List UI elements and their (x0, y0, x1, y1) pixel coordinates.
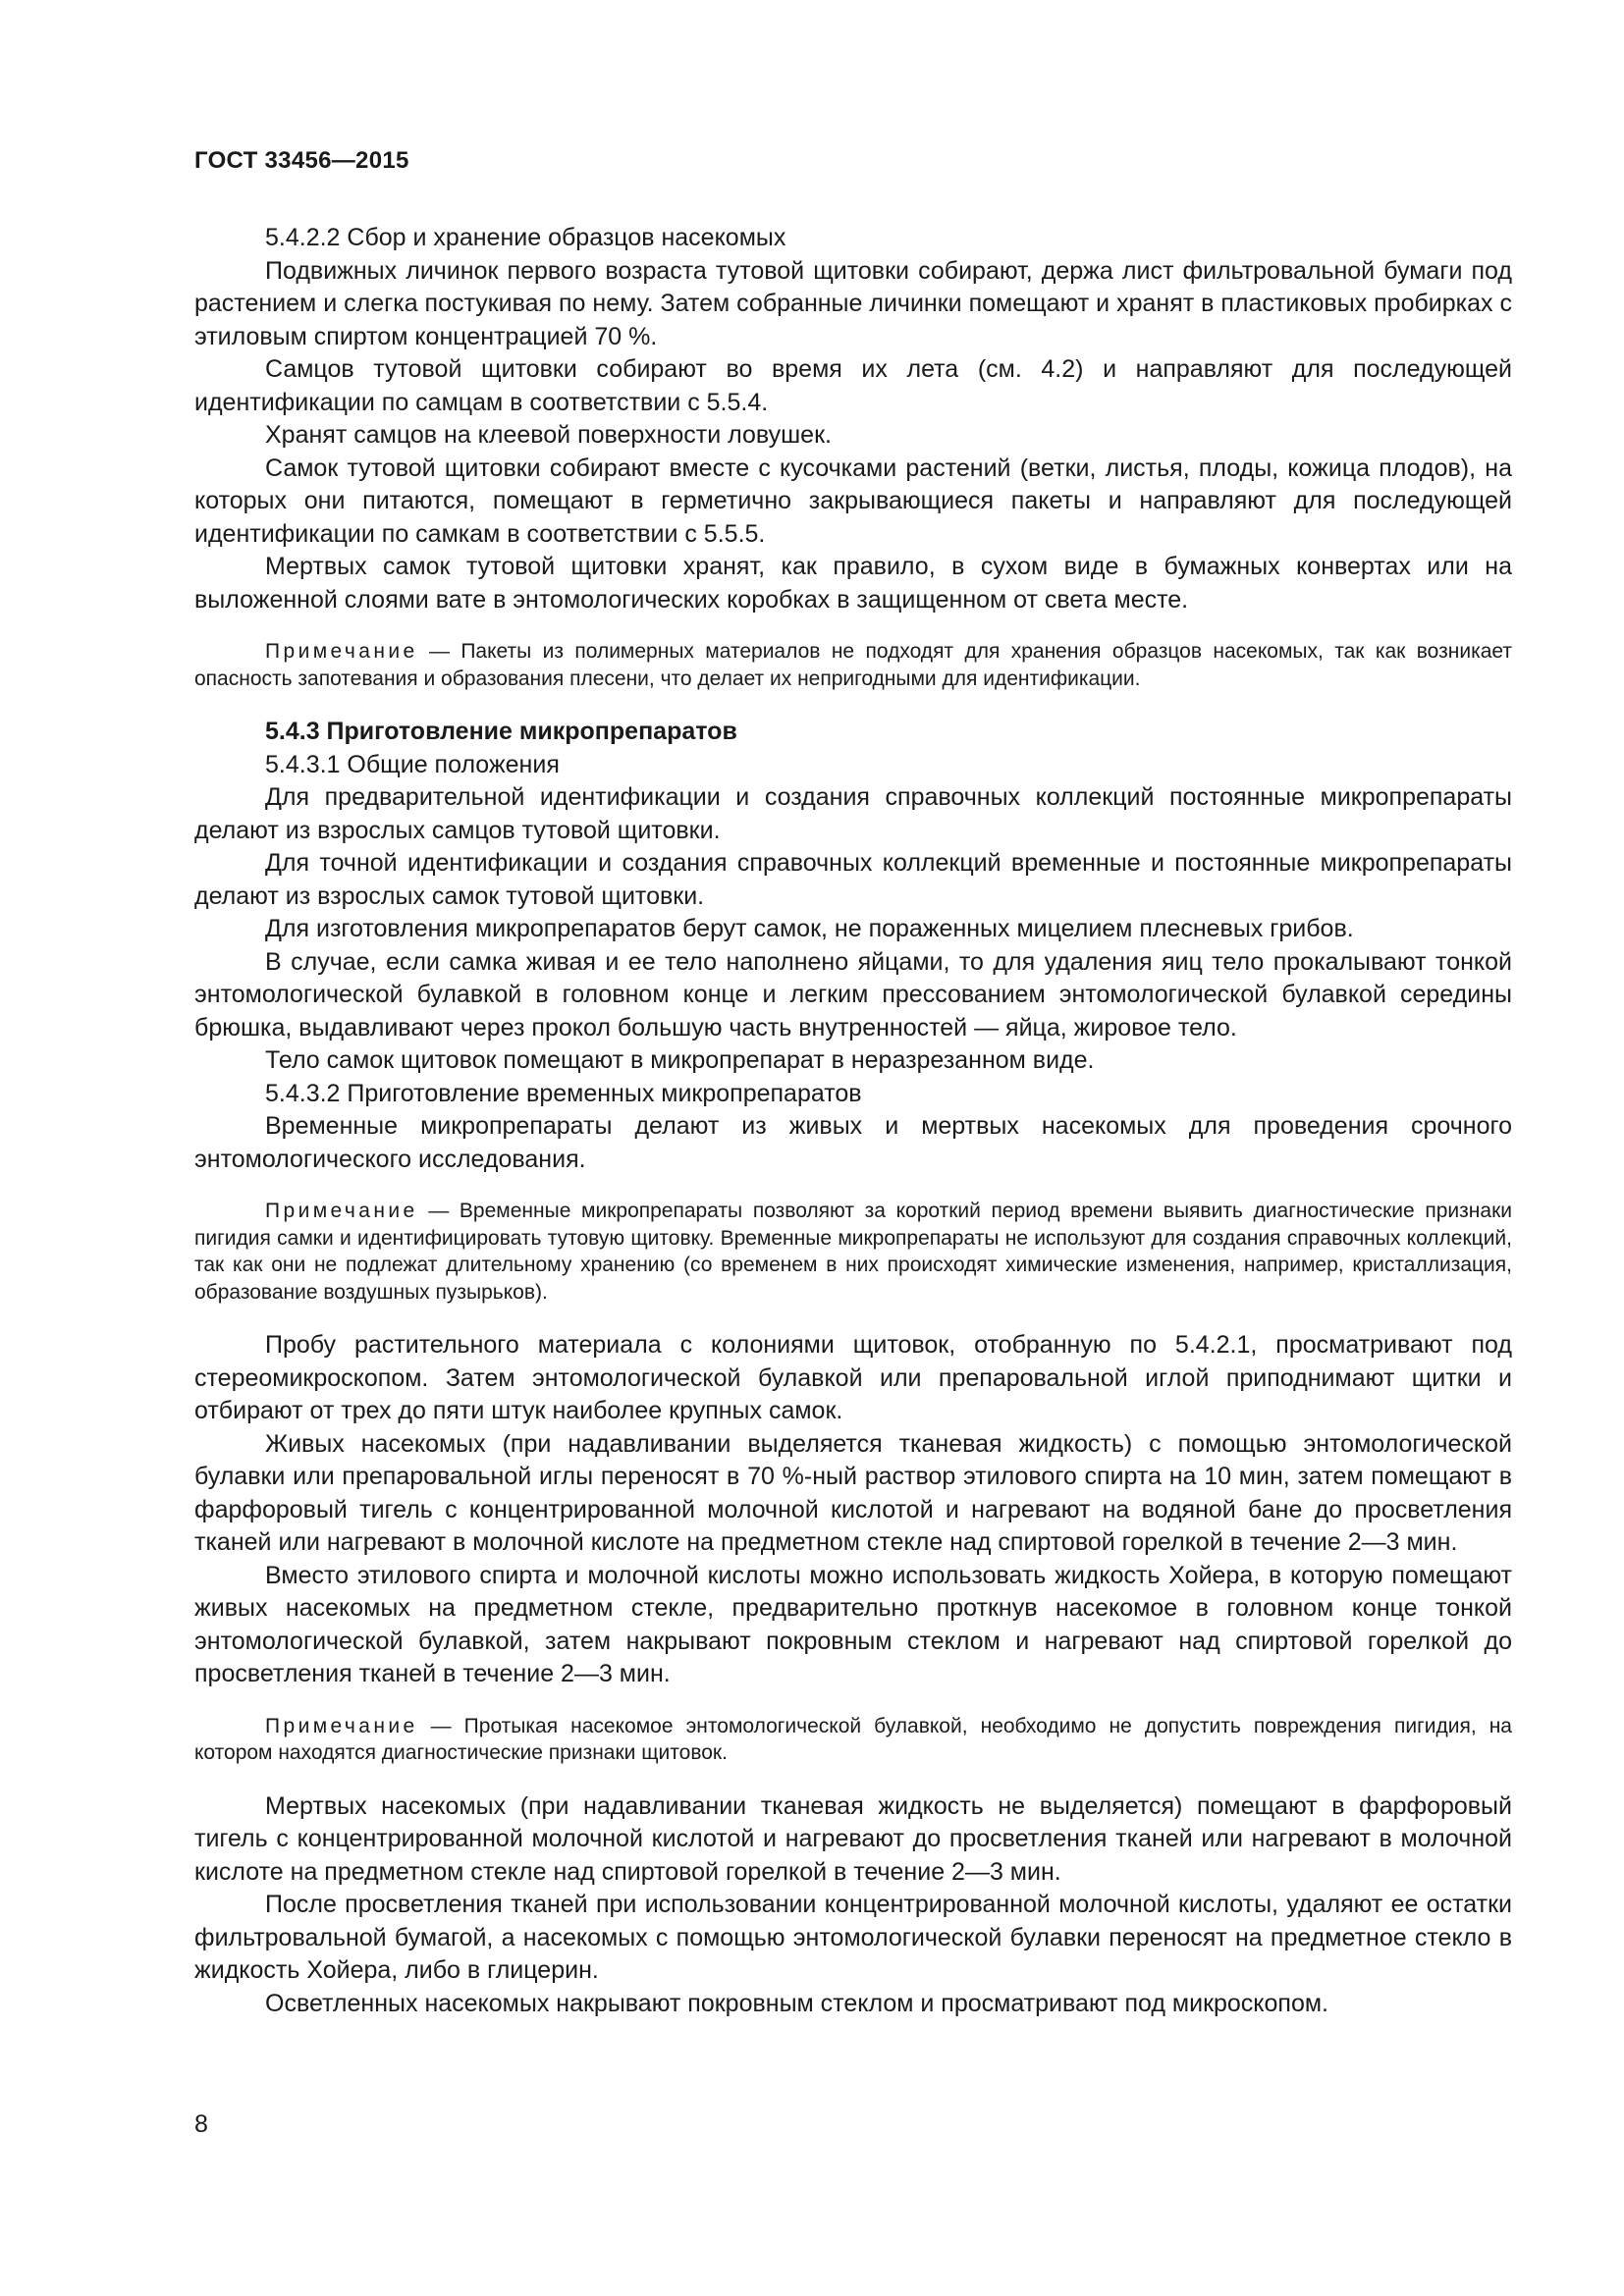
body-paragraph: Хранят самцов на клеевой поверхности ловушек. (265, 421, 832, 449)
note-label: Примечание (265, 1200, 418, 1222)
body-paragraph: Живых насекомых (при надавливании выделяется тканевая жидкость) с помощью энтомологической булавки или препаровальной иглы переносят в 70 %-ный раствор этилового спирта на 10 мин, затем помещают в фарфоровый тигель с концентрированной молочной кислотой и нагревают на водяной бане до просветления тканей или нагревают в молочной кислоте на предметном стекле над спиртовой горелкой в течение 2—3 мин. (194, 1429, 1512, 1556)
body-paragraph: Мертвых насекомых (при надавливании тканевая жидкость не выделяется) помещают в фарфоровый тигель с концентрированной молочной кислотой и нагревают до просветления тканей или нагревают в молочной кислоте на предметном стекле над спиртовой горелкой в течение 2—3 мин. (194, 1791, 1512, 1886)
body-paragraph: Для точной идентификации и создания справочных коллекций временные и постоянные микропрепараты делают из взрослых самок тутовой щитовки. (194, 849, 1512, 910)
note-paragraph (194, 1198, 1512, 1306)
body-paragraph: Вместо этилового спирта и молочной кислоты можно использовать жидкость Хойера, в которую помещают живых насекомых на предметном стекле, предварительно проткнув насекомое в головном конце тонкой энтомологической булавкой, затем накрывают покровным стеклом и нагревают над спиртовой горелкой до просветления тканей в течение 2—3 мин. (194, 1561, 1512, 1687)
body-paragraph: Подвижных личинок первого возраста тутовой щитовки собирают, держа лист фильтровальной бумаги под растением и слегка постукивая по нему. Затем собранные личинки помещают и хранят в пластиковых пробирках с этиловым спиртом концентрацией 70 %. (194, 256, 1512, 350)
body-paragraph: В случае, если самка живая и ее тело наполнено яйцами, то для удаления яиц тело прокалывают тонкой энтомологической булавкой в головном конце и легким прессованием энтомологической булавкой середины брюшка, выдавливают через прокол большую часть внутренностей — яйца, жировое тело. (194, 947, 1512, 1041)
body-paragraph: Осветленных насекомых накрывают покровным стеклом и просматривают под микроскопом. (265, 1989, 1329, 2017)
note-text: — Временные микропрепараты позволяют за короткий период времени выявить диагностические признаки пигидия самки и идентифицировать тутовую щитовку. Временные микропрепараты не используют для создания справочных коллекций, так как они не подлежат длительному хранению (со временем в них происходят химические изменения, например, кристаллизация, образование воздушных пузырьков). (194, 1200, 1512, 1304)
note-paragraph (194, 638, 1512, 692)
note-label: Примечание (265, 640, 418, 663)
document-body (194, 222, 1512, 2020)
body-paragraph: 5.4.3.1 Общие положения (265, 750, 560, 778)
body-paragraph: Временные микропрепараты делают из живых и мертвых насекомых для проведения срочного энтомологического исследования. (194, 1112, 1512, 1173)
body-paragraph: Самок тутовой щитовки собирают вместе с кусочками растений (ветки, листья, плоды, кожица плодов), на которых они питаются, помещают в герметично закрывающиеся пакеты и направляют для последующей идентификации по самкам в соответствии с 5.5.5. (194, 454, 1512, 548)
body-paragraph: 5.4.2.2 Сбор и хранение образцов насекомых (265, 224, 786, 251)
body-paragraph: Пробу растительного материала с колониями щитовок, отобранную по 5.4.2.1, просматривают под стереомикроскопом. Затем энтомологической булавкой или препаровальной иглой приподнимают щитки и отбирают от трех до пяти штук наиболее крупных самок. (194, 1331, 1512, 1424)
body-paragraph: Для изготовления микропрепаратов берут самок, не пораженных мицелием плесневых грибов. (265, 915, 1354, 942)
body-paragraph: Мертвых самок тутовой щитовки хранят, как правило, в сухом виде в бумажных конвертах или на выложенной слоями вате в энтомологических коробках в защищенном от света месте. (194, 553, 1512, 614)
note-paragraph (194, 1713, 1512, 1767)
section-heading: 5.4.3 Приготовление микропрепаратов (265, 718, 737, 745)
note-label: Примечание (265, 1714, 418, 1737)
body-paragraph: Самцов тутовой щитовки собирают во время их лета (см. 4.2) и направляют для последующей идентификации по самцам в соответствии с 5.5.4. (194, 355, 1512, 416)
body-paragraph: После просветления тканей при использовании концентрированной молочной кислоты, удаляют ее остатки фильтровальной бумагой, а насекомых с помощью энтомологической булавки переносят на предметное стекло в жидкость Хойера, либо в глицерин. (194, 1891, 1512, 1984)
note-text: — Протыкая насекомое энтомологической булавкой, необходимо не допустить повреждения пигидия, на котором находятся диагностические признаки щитовок. (194, 1714, 1512, 1764)
body-paragraph: Для предварительной идентификации и создания справочных коллекций постоянные микропрепараты делают из взрослых самцов тутовой щитовки. (194, 783, 1512, 844)
body-paragraph: 5.4.3.2 Приготовление временных микропрепаратов (265, 1079, 862, 1107)
body-paragraph: Тело самок щитовок помещают в микропрепарат в неразрезанном виде. (265, 1046, 1095, 1074)
document-header: ГОСТ 33456—2015 (194, 147, 409, 174)
note-text: — Пакеты из полимерных материалов не подходят для хранения образцов насекомых, так как возникает опасность запотевания и образования плесени, что делает их непригодными для идентификации. (194, 640, 1512, 690)
page-number: 8 (194, 2110, 208, 2138)
